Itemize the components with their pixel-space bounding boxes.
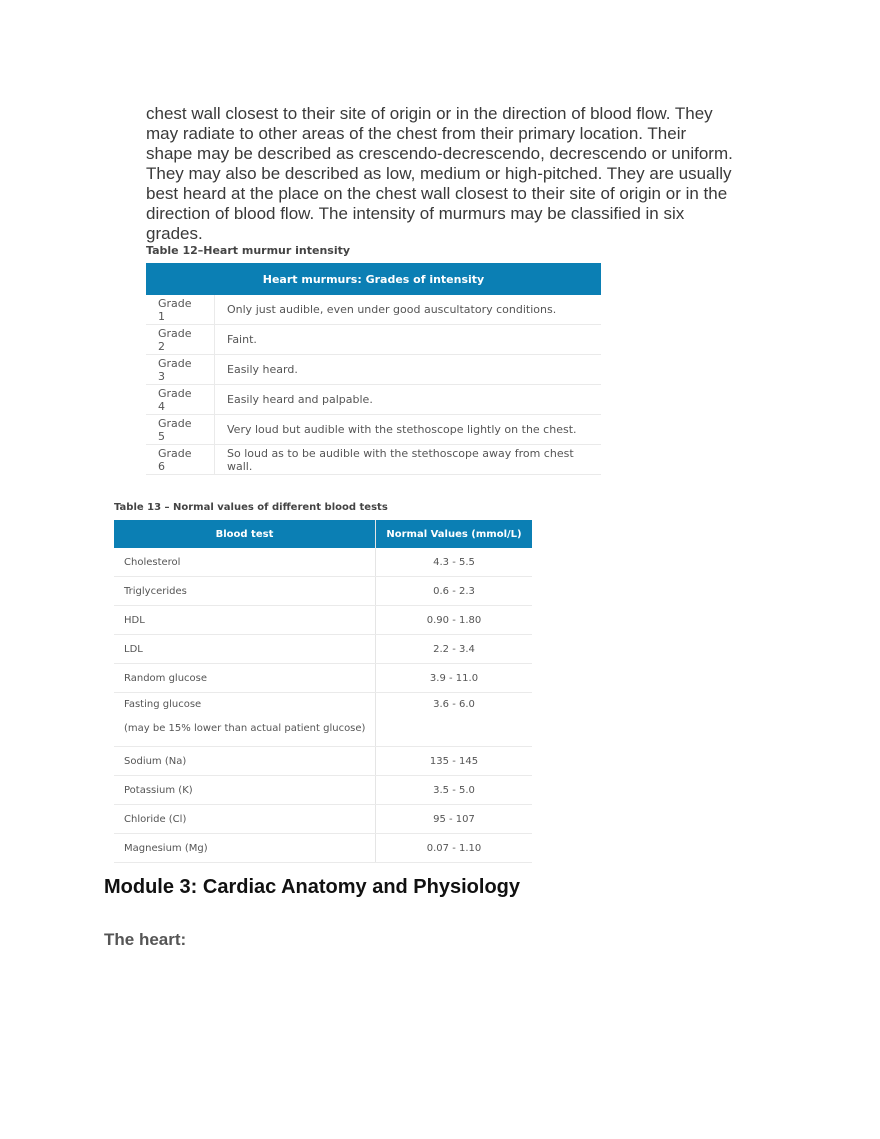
test-cell: HDL — [114, 606, 376, 635]
test-cell — [114, 693, 376, 747]
value-cell: 135 - 145 — [376, 747, 533, 776]
body-paragraph: chest wall closest to their site of origin or in the direction of blood flow. They may radiate to other areas of the chest from their primary location. Their shape may be described as crescendo-decrescendo, decrescendo or uniform. They may also be described as low, medium or high-pitched. They are usually best heard at the place on the chest wall closest to their site of origin or in the direction of blood flow. The intensity of murmurs may be classified in six grades. — [146, 104, 733, 243]
table-12-caption: Table 12–Heart murmur intensity — [146, 244, 351, 257]
grade-cell: Grade 4 — [146, 385, 215, 415]
table-row — [114, 834, 532, 863]
value-cell: 4.3 - 5.5 — [376, 548, 533, 577]
table-row — [146, 355, 601, 385]
value-cell: 3.6 - 6.0 — [376, 693, 533, 747]
description-cell: Easily heard and palpable. — [215, 385, 602, 415]
value-cell: 95 - 107 — [376, 805, 533, 834]
table-row — [114, 635, 532, 664]
table-13-caption: Table 13 – Normal values of different blood tests — [114, 502, 388, 513]
test-cell: LDL — [114, 635, 376, 664]
grade-cell: Grade 6 — [146, 445, 215, 475]
table-row — [114, 664, 532, 693]
test-cell: Sodium (Na) — [114, 747, 376, 776]
description-cell: Faint. — [215, 325, 602, 355]
value-cell: 2.2 - 3.4 — [376, 635, 533, 664]
module-heading: Module 3: Cardiac Anatomy and Physiology — [104, 876, 520, 898]
table-row — [114, 747, 532, 776]
grade-cell: Grade 2 — [146, 325, 215, 355]
grade-cell: Grade 3 — [146, 355, 215, 385]
column-header: Normal Values (mmol/L) — [376, 520, 533, 548]
value-cell: 3.5 - 5.0 — [376, 776, 533, 805]
test-cell: Potassium (K) — [114, 776, 376, 805]
value-cell: 3.9 - 11.0 — [376, 664, 533, 693]
table-row — [114, 577, 532, 606]
grade-cell: Grade 1 — [146, 295, 215, 325]
table-row — [114, 776, 532, 805]
table-row — [114, 548, 532, 577]
test-cell: Random glucose — [114, 664, 376, 693]
table-header: Heart murmurs: Grades of intensity — [146, 263, 601, 295]
section-subheading: The heart: — [104, 930, 187, 949]
test-cell: Chloride (Cl) — [114, 805, 376, 834]
test-cell: Magnesium (Mg) — [114, 834, 376, 863]
table-row — [146, 445, 601, 475]
blood-tests-table — [114, 520, 532, 863]
heart-murmur-table — [146, 263, 601, 475]
description-cell: Only just audible, even under good auscultatory conditions. — [215, 295, 602, 325]
test-cell: Triglycerides — [114, 577, 376, 606]
value-cell: 0.6 - 2.3 — [376, 577, 533, 606]
value-cell: 0.07 - 1.10 — [376, 834, 533, 863]
table-row — [146, 325, 601, 355]
table-row — [114, 805, 532, 834]
column-header: Blood test — [114, 520, 376, 548]
description-cell: Easily heard. — [215, 355, 602, 385]
table-row — [146, 385, 601, 415]
description-cell: Very loud but audible with the stethoscope lightly on the chest. — [215, 415, 602, 445]
test-name: Fasting glucose — [124, 699, 202, 710]
table-row — [146, 295, 601, 325]
table-row — [114, 693, 532, 747]
description-cell: So loud as to be audible with the stethoscope away from chest wall. — [215, 445, 602, 475]
value-cell: 0.90 - 1.80 — [376, 606, 533, 635]
table-row — [146, 415, 601, 445]
table-row — [114, 606, 532, 635]
test-cell: Cholesterol — [114, 548, 376, 577]
fasting-note: (may be 15% lower than actual patient glucose) — [124, 723, 366, 734]
grade-cell: Grade 5 — [146, 415, 215, 445]
